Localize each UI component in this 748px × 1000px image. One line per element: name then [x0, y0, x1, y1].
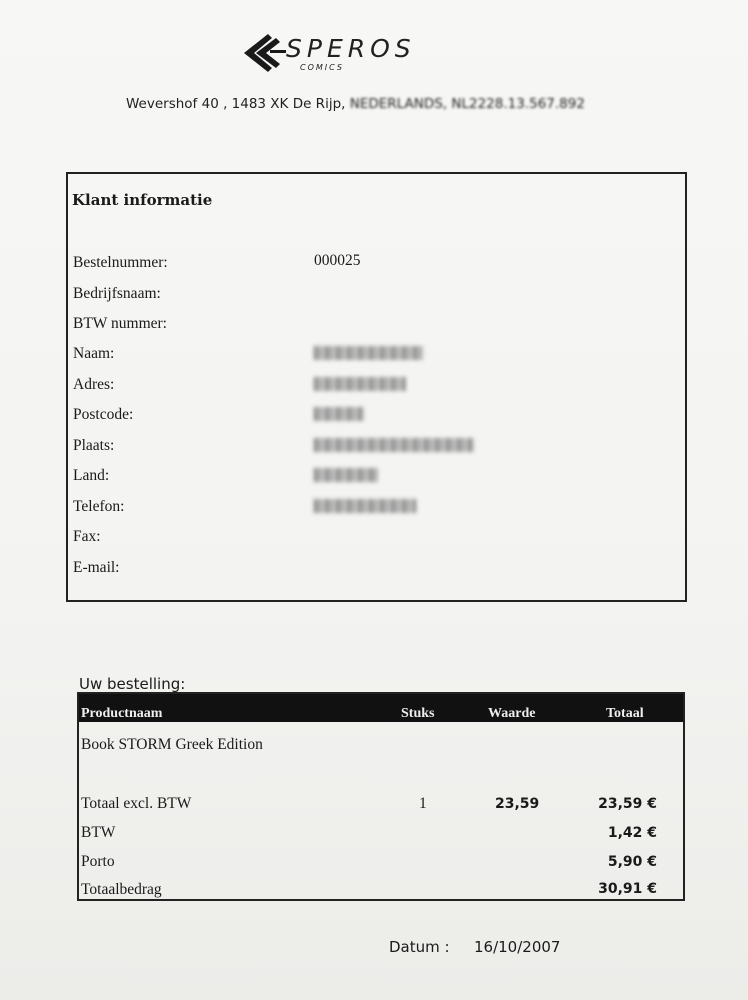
- logo-wordmark: SPEROS: [286, 34, 416, 63]
- field-label-plaats: Plaats:: [73, 437, 115, 454]
- row-total-totaalbedrag: 30,91 €: [598, 881, 657, 897]
- field-label-land: Land:: [73, 467, 110, 484]
- product-name: Book STORM Greek Edition: [81, 736, 263, 753]
- company-logo: [242, 30, 416, 80]
- order-table: [77, 692, 685, 901]
- row-qty: 1: [419, 795, 427, 812]
- field-label-postcode: Postcode:: [73, 406, 134, 423]
- customer-info-title: Klant informatie: [72, 191, 213, 209]
- field-label-bedrijfsnaam: Bedrijfsnaam:: [73, 285, 161, 302]
- logo-arrow-icon: [242, 30, 288, 76]
- field-label-telefon: Telefon:: [73, 498, 125, 515]
- order-table-header: [79, 694, 683, 722]
- row-total-btw: 1,42 €: [607, 825, 657, 841]
- row-total-excl-btw: 23,59 €: [598, 796, 657, 812]
- address-blurred-text: NEDERLANDS, NL2228.13.567.892: [349, 96, 585, 112]
- field-label-naam: Naam:: [73, 345, 115, 362]
- redacted-naam: [314, 346, 424, 360]
- field-label-email: E-mail:: [73, 559, 120, 576]
- row-label-totaal-excl-btw: Totaal excl. BTW: [81, 795, 192, 812]
- customer-info-box: [66, 172, 687, 602]
- redacted-land: [314, 468, 378, 482]
- row-label-totaalbedrag: Totaalbedrag: [81, 881, 162, 898]
- row-value: 23,59: [495, 796, 540, 812]
- company-address: [126, 96, 585, 112]
- redacted-telefon: [314, 499, 416, 513]
- logo-subtitle: COMICS: [300, 63, 344, 72]
- address-text: Wevershof 40 , 1483 XK De Rijp,: [126, 96, 350, 112]
- field-value-bestelnummer: 000025: [314, 252, 361, 269]
- date-label: Datum :: [389, 938, 450, 956]
- redacted-postcode: [314, 407, 364, 421]
- row-total-porto: 5,90 €: [607, 854, 657, 870]
- field-label-btw-nummer: BTW nummer:: [73, 315, 167, 332]
- redacted-adres: [314, 377, 406, 391]
- column-header-productnaam: Productnaam: [81, 706, 163, 721]
- field-label-bestelnummer: Bestelnummer:: [73, 254, 168, 271]
- field-label-adres: Adres:: [73, 376, 115, 393]
- row-label-btw: BTW: [81, 824, 116, 841]
- row-label-porto: Porto: [81, 853, 115, 870]
- date-value: 16/10/2007: [474, 938, 561, 956]
- order-title: Uw bestelling:: [79, 675, 186, 693]
- redacted-plaats: [314, 438, 474, 452]
- column-header-stuks: Stuks: [401, 706, 435, 721]
- field-label-fax: Fax:: [73, 528, 101, 545]
- column-header-waarde: Waarde: [488, 706, 536, 721]
- column-header-totaal: Totaal: [606, 706, 644, 721]
